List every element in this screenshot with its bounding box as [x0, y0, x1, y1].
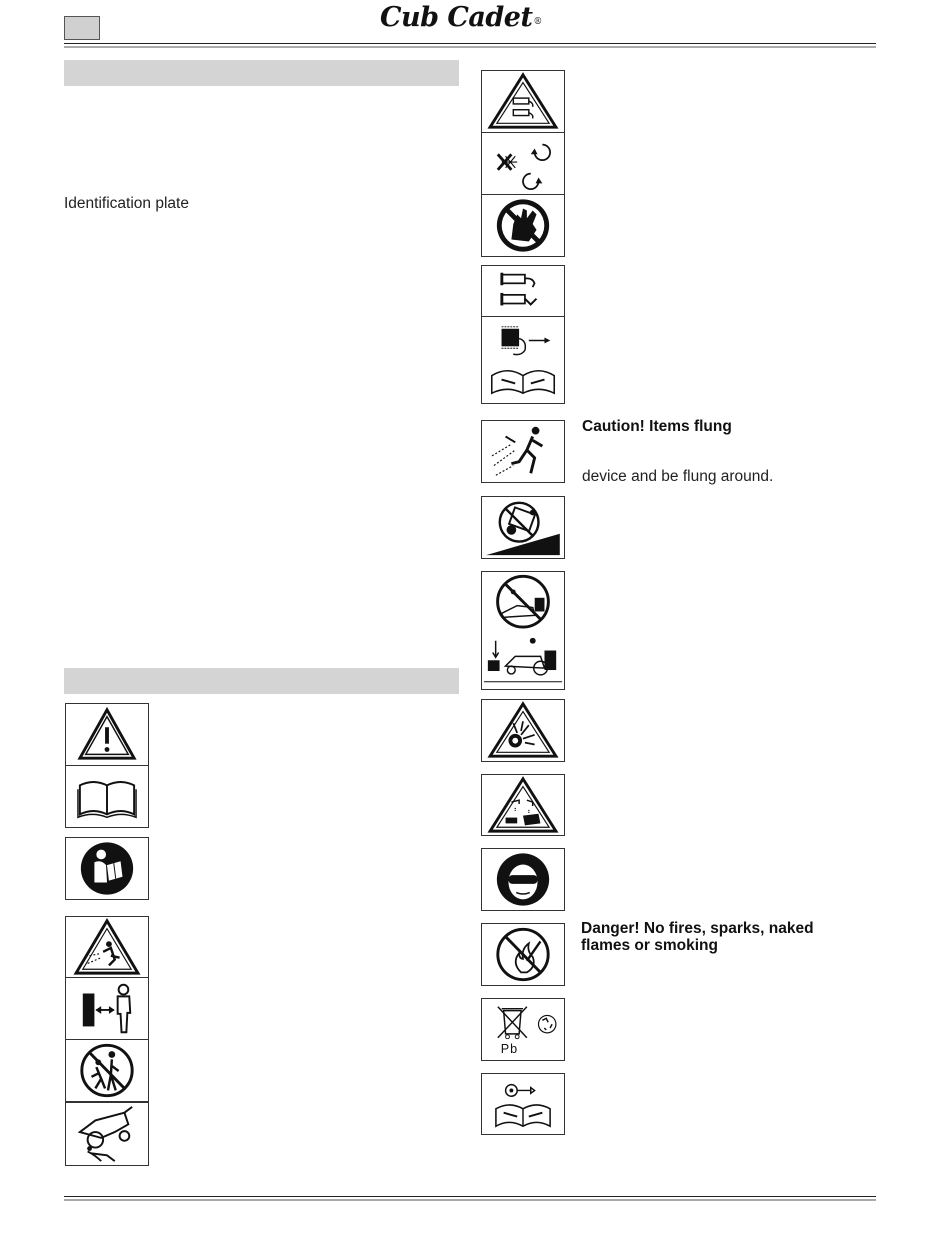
- rollover-hazard-icon: [65, 1102, 149, 1166]
- no-children-icon: [65, 1039, 149, 1102]
- section-heading-bar: [64, 668, 459, 694]
- danger-title-line1: Danger! No fires, sparks, naked: [581, 920, 814, 937]
- warning-triangle-icon: [65, 703, 149, 766]
- blade-hazard-icon: [481, 132, 565, 195]
- footer-rule: [64, 1196, 876, 1197]
- explosion-hazard-icon: [481, 699, 565, 762]
- read-manual-icon: [65, 837, 149, 900]
- disconnect-plug-icon: [481, 265, 565, 317]
- header-rule-shadow: [64, 46, 876, 48]
- no-hands-icon: [481, 194, 565, 257]
- danger-title-line2: flames or smoking: [581, 937, 718, 954]
- caution-text: device and be flung around.: [582, 468, 774, 485]
- no-fire-icon: [481, 923, 565, 986]
- eye-protection-icon: [481, 848, 565, 911]
- brand-logo: Cub Cadet®: [380, 2, 542, 33]
- disposal-icon: [481, 998, 565, 1061]
- ejection-hazard-icon: [65, 916, 149, 978]
- footer-rule-shadow: [64, 1199, 876, 1201]
- page-number-box: [64, 16, 100, 40]
- slope-rollover-icon: [481, 496, 565, 559]
- key-manual-icon: [481, 1073, 565, 1135]
- no-passengers-icon: [481, 571, 565, 690]
- corrosive-hazard-icon: [481, 774, 565, 836]
- section-heading-bar: [64, 60, 459, 86]
- keep-distance-icon: [65, 977, 149, 1040]
- disposal-label: Pb: [500, 1042, 519, 1057]
- manual-book-icon: [65, 765, 149, 828]
- flying-objects-icon: [481, 420, 565, 483]
- identification-label: Identification plate: [64, 195, 189, 212]
- header-rule: [64, 43, 876, 44]
- spark-plug-manual-icon: [481, 316, 565, 404]
- battery-acid-hazard-icon: [481, 70, 565, 133]
- caution-title: Caution! Items flung: [582, 418, 732, 435]
